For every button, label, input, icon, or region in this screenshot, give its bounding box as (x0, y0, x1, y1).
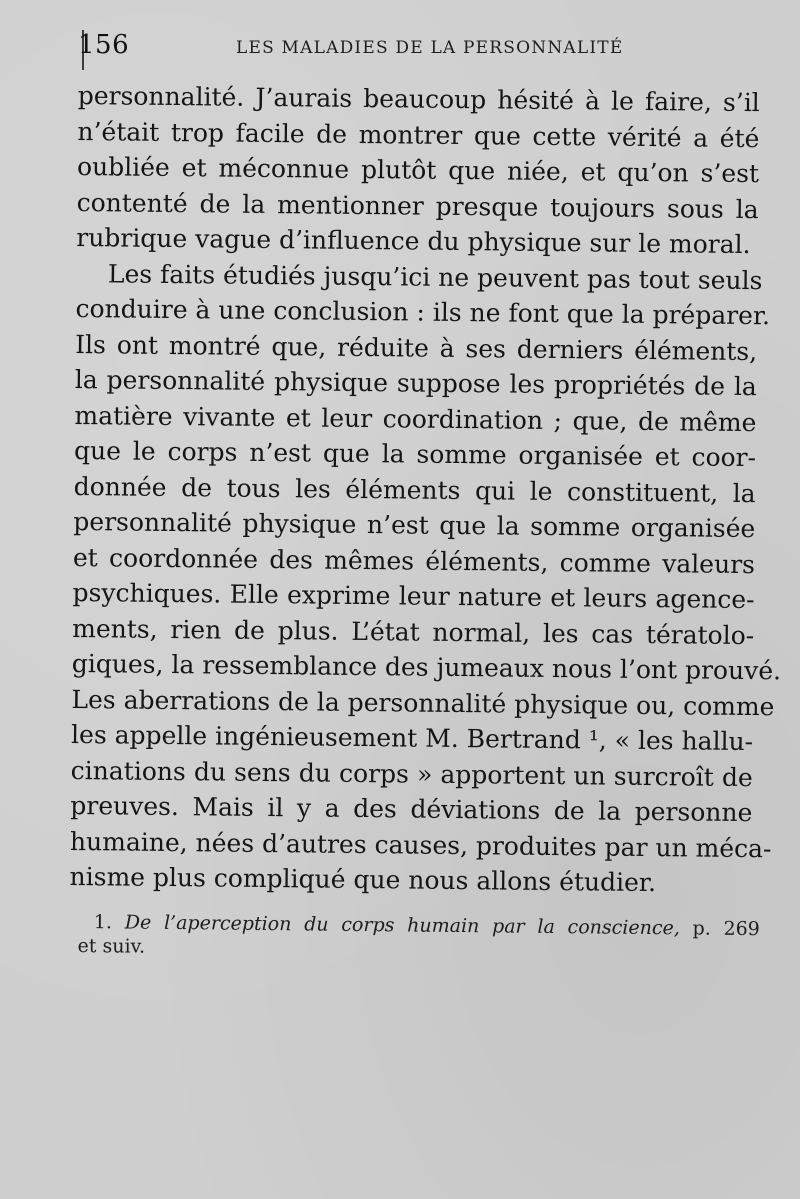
page-header (78, 28, 758, 68)
text-line: rubrique vague d’influence du physique sur le moral. (76, 222, 751, 260)
text-line: oubliée et méconnue plutôt que niée, et qu’on s’est (76, 151, 760, 189)
text-line: Les faits étudiés jusqu’ici ne peuvent pas tout seuls (107, 258, 763, 295)
footnote-number: 1. (93, 911, 113, 934)
footnote (77, 910, 759, 965)
text-line: et coordonnée des mêmes éléments, comme valeurs (72, 542, 756, 579)
text-line: personnalité. J’aurais beaucoup hésité à le faire, s’il (77, 80, 760, 118)
running-head: LES MALADIES DE LA PERSONNALITÉ (236, 38, 624, 58)
page-number: 156 (78, 30, 130, 60)
text-line: conduire à une conclusion : ils ne font que la préparer. (75, 293, 771, 331)
text-line: Ils ont montré que, réduite à ses derniers éléments, (75, 329, 758, 366)
text-line: cinations du sens du corps » apportent un surcroît de (70, 755, 753, 792)
text-line: preuves. Mais il y a des déviations de la personne (70, 790, 753, 828)
footnote-title: De l’aperception du corps humain par la conscience, (124, 911, 680, 940)
text-line: que le corps n’est que la somme organisée et coor- (73, 435, 757, 473)
text-line: matière vivante et leur coordination ; que, de même (74, 400, 757, 437)
text-line: la personnalité physique suppose les propriétés de la (74, 364, 757, 402)
text-line: giques, la ressemblance des jumeaux nous l’ont prouvé. (71, 648, 782, 686)
text-line: donnée de tous les éléments qui le constituent, la (73, 471, 756, 508)
footnote-reference: p. 269 (692, 917, 760, 941)
text-line: personnalité physique n’est que la somme organisée (73, 506, 756, 544)
text-line: Les aberrations de la personnalité physique ou, comme (71, 684, 775, 721)
body-text (69, 78, 782, 902)
text-line: psychiques. Elle exprime leur nature et leurs agence- (72, 577, 755, 615)
text-line: ments, rien de plus. L’état normal, les cas tératolo- (72, 613, 755, 650)
text-line: humaine, nées d’autres causes, produites par un méca- (69, 826, 772, 863)
text-line: n’était trop facile de montrer que cette vérité a été (77, 116, 760, 153)
text-line: les appelle ingénieusement M. Bertrand ¹, « les hallu- (70, 719, 754, 757)
footnote-continuation: et suiv. (77, 934, 146, 958)
text-line: contenté de la mentionner presque toujours sous la (76, 187, 759, 224)
text-line: nisme plus compliqué que nous allons étudier. (69, 861, 657, 898)
